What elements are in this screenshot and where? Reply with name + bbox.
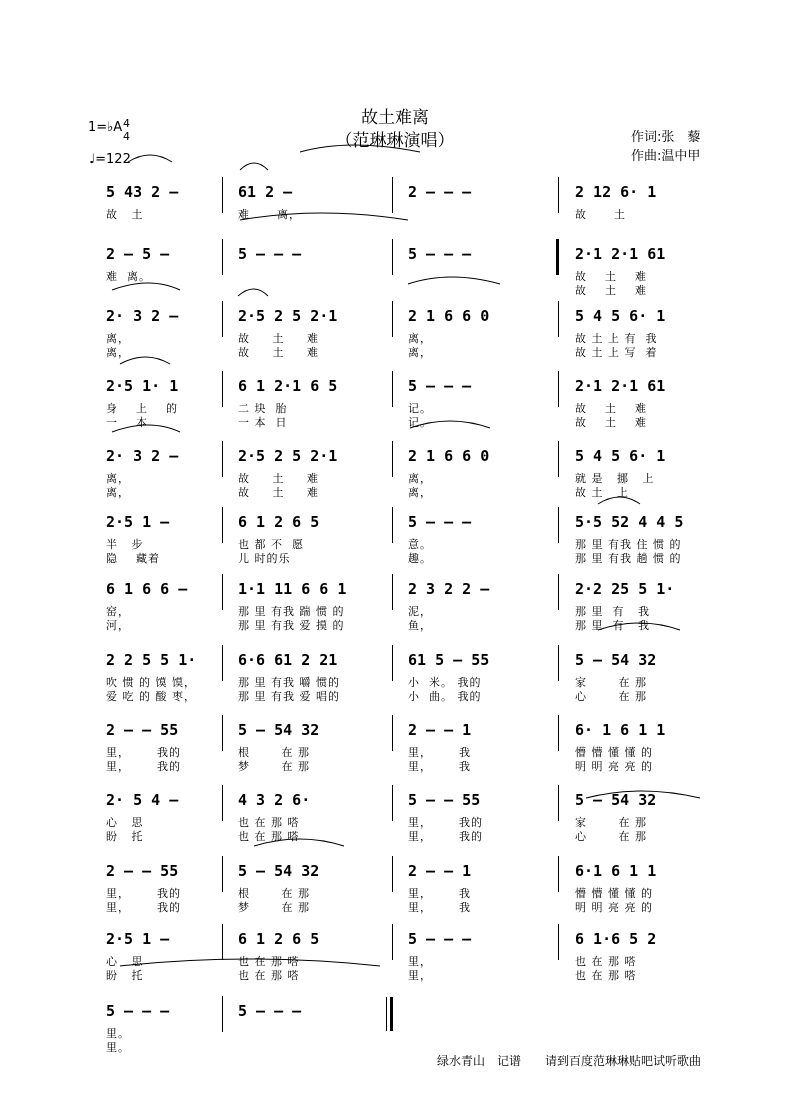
lyric-line-2: 也 在 那 嗒 xyxy=(575,969,637,982)
measure-notes: 2 1 6 6 0 xyxy=(408,447,490,465)
lyric-line-1: 家 在 那 xyxy=(575,676,647,689)
lyric-line-1: 记。 xyxy=(408,402,432,415)
lyric-line-2: 离， xyxy=(408,486,432,499)
measure-notes: 2· 3 2 — xyxy=(106,447,179,465)
lyric-line-2: 盼 托 xyxy=(106,969,144,982)
lyric-line-2: 也 在 那 嗒 xyxy=(238,830,300,843)
lyric-line-1: 那 里 有我 踹 惯 的 xyxy=(238,605,345,618)
lyric-line-1: 根 在 那 xyxy=(238,887,310,900)
measure-notes: 2·5 1 — xyxy=(106,513,170,531)
lyric-line-1: 里， 我 xyxy=(408,887,471,900)
lyric-line-2: 一 本 日 xyxy=(238,416,288,429)
lyric-line-2: 小 曲。 我的 xyxy=(408,690,482,703)
measure-notes: 6 1·6 5 2 xyxy=(575,930,657,948)
lyric-line-1: 也 在 那 嗒 xyxy=(575,955,637,968)
lyric-line-1: 那 里 有 我 xyxy=(575,605,650,618)
lyric-line-1: 身 上 的 xyxy=(106,402,178,415)
lyric-line-1: 故 土 xyxy=(106,208,144,221)
lyric-line-1: 难 离。 xyxy=(106,270,151,283)
slur-mark xyxy=(586,791,700,798)
measure-notes: 5 — — — xyxy=(408,513,472,531)
lyric-line-1: 里， 我的 xyxy=(408,816,483,829)
lyric-line-1: 也 都 不 愿 xyxy=(238,538,304,551)
measure-notes: 5 — — — xyxy=(238,1002,302,1020)
lyric-line-1: 半 步 xyxy=(106,538,144,551)
lyric-line-1: 故 土 上 有 我 xyxy=(575,332,658,345)
lyric-line-1: 那 里 有我 住 惯 的 xyxy=(575,538,682,551)
lyric-line-2: 记。 xyxy=(408,416,432,429)
lyric-line-2: 隐 藏着 xyxy=(106,552,160,565)
lyric-line-2: 那 里 有 我 xyxy=(575,619,650,632)
measure-notes: 5 — — — xyxy=(408,377,472,395)
time-top: 4 xyxy=(123,117,130,130)
footer-note: 请到百度范琳琳贴吧试听歌曲 xyxy=(545,1054,702,1068)
measure-notes: 2·1 2·1 61 xyxy=(575,377,666,395)
lyric-line-1: 离， xyxy=(408,332,432,345)
measure-notes: 6 1 2·1 6 5 xyxy=(238,377,338,395)
lyric-line-1: 故 土 xyxy=(575,208,626,221)
song-title: 故土难离 xyxy=(361,108,429,128)
lyric-line-2: 里， 我的 xyxy=(106,760,181,773)
lyric-line-2: 也 在 那 嗒 xyxy=(238,969,300,982)
measure-notes: 2· 5 4 — xyxy=(106,791,179,809)
measure-notes: 5 43 2 — xyxy=(106,183,179,201)
slur-mark xyxy=(408,277,500,284)
composer-credit: 作曲:温中甲 xyxy=(631,149,701,164)
measure-notes: 6 1 2 6 5 xyxy=(238,513,320,531)
lyric-line-1: 就 是 挪 上 xyxy=(575,472,655,485)
lyric-line-2: 离， xyxy=(106,486,130,499)
lyric-line-2: 里， xyxy=(408,969,432,982)
measure-notes: 5 — 54 32 xyxy=(238,721,320,739)
lyric-line-2: 那 里 有我 爱 摸 的 xyxy=(238,619,345,632)
lyric-line-1: 泥， xyxy=(408,605,432,618)
measure-notes: 6·6 61 2 21 xyxy=(238,651,338,669)
measure-notes: 2 12 6· 1 xyxy=(575,183,657,201)
lyric-line-2: 故 土 难 xyxy=(238,346,319,359)
lyric-line-2: 盼 托 xyxy=(106,830,144,843)
lyric-line-1: 里， 我的 xyxy=(106,887,181,900)
lyric-line-1: 意。 xyxy=(408,538,432,551)
lyric-line-2: 心 在 那 xyxy=(575,830,647,843)
measure-notes: 5 — 54 32 xyxy=(575,791,657,809)
lyric-line-2: 里， 我的 xyxy=(106,901,181,914)
measure-notes: 5 4 5 6· 1 xyxy=(575,307,666,325)
measure-notes: 2·5 1 — xyxy=(106,930,170,948)
slur-mark xyxy=(112,425,180,432)
measure-notes: 61 5 — 55 xyxy=(408,651,490,669)
lyric-line-1: 故 土 难 xyxy=(238,332,319,345)
tempo-marking: ♩=122 xyxy=(89,152,131,167)
measure-notes: 2 — — 55 xyxy=(106,862,179,880)
lyric-line-2: 爱 吃 的 酸 枣， xyxy=(106,690,196,703)
lyric-line-1: 难 离， xyxy=(238,208,301,221)
lyricist-credit: 作词:张 藜 xyxy=(631,130,701,145)
measure-notes: 6 1 6 6 — xyxy=(106,580,188,598)
measure-notes: 2 — — — xyxy=(408,183,472,201)
lyric-line-1: 离， xyxy=(106,332,130,345)
lyric-line-1: 故 土 难 xyxy=(575,270,647,283)
lyric-line-2: 故 土 难 xyxy=(575,284,647,297)
lyric-line-1: 里， 我 xyxy=(408,746,471,759)
lyric-line-1: 吹 惯 的 馍 馍， xyxy=(106,676,196,689)
lyric-line-2: 故 土 难 xyxy=(575,416,647,429)
lyric-line-2: 儿 时的乐 xyxy=(238,552,291,565)
lyric-line-2: 明 明 亮 亮 的 xyxy=(575,901,653,914)
measure-notes: 2·1 2·1 61 xyxy=(575,245,666,263)
measure-notes: 5 — — — xyxy=(408,930,472,948)
measure-notes: 2·5 2 5 2·1 xyxy=(238,447,338,465)
measure-notes: 6·1 6 1 1 xyxy=(575,862,657,880)
slur-mark xyxy=(120,357,170,364)
lyric-line-2: 明 明 亮 亮 的 xyxy=(575,760,653,773)
lyric-line-1: 心 思 xyxy=(106,955,144,968)
lyric-line-2: 趣。 xyxy=(408,552,432,565)
measure-notes: 2·2 25 5 1· xyxy=(575,580,675,598)
measure-notes: 61 2 — xyxy=(238,183,293,201)
lyric-line-2: 里， 我的 xyxy=(408,830,483,843)
measure-notes: 5 — 54 32 xyxy=(238,862,320,880)
lyric-line-2: 心 在 那 xyxy=(575,690,647,703)
lyric-line-1: 家 在 那 xyxy=(575,816,647,829)
lyric-line-1: 窑， xyxy=(106,605,130,618)
slur-mark xyxy=(300,145,420,152)
lyric-line-1: 故 土 难 xyxy=(575,402,647,415)
slur-mark xyxy=(598,497,640,504)
lyric-line-2: 梦 在 那 xyxy=(238,901,310,914)
lyric-line-2: 离， xyxy=(106,346,130,359)
lyric-line-1: 懵 懵 懂 懂 的 xyxy=(575,887,653,900)
lyric-line-2: 那 里 有我 趟 惯 的 xyxy=(575,552,682,565)
lyric-line-1: 也 在 那 嗒 xyxy=(238,816,300,829)
lyric-line-2: 一 本 xyxy=(106,416,148,429)
measure-notes: 5 — — — xyxy=(238,245,302,263)
lyric-line-1: 里， xyxy=(408,955,432,968)
lyric-line-2: 里， 我 xyxy=(408,901,471,914)
lyric-line-2: 故 土 上 xyxy=(575,486,629,499)
lyric-line-1: 心 思 xyxy=(106,816,144,829)
slur-mark xyxy=(128,155,172,162)
lyric-line-1: 懵 懵 懂 懂 的 xyxy=(575,746,653,759)
measure-notes: 2 1 6 6 0 xyxy=(408,307,490,325)
slur-mark xyxy=(240,213,408,220)
measure-notes: 6 1 2 6 5 xyxy=(238,930,320,948)
lyric-line-1: 根 在 那 xyxy=(238,746,310,759)
lyric-line-1: 那 里 有我 嚼 惯的 xyxy=(238,676,340,689)
lyric-line-1: 里， 我的 xyxy=(106,746,181,759)
slur-mark xyxy=(410,421,490,428)
measure-notes: 5 — — — xyxy=(106,1002,170,1020)
measure-notes: 2 — — 55 xyxy=(106,721,179,739)
lyric-line-2: 故 土 难 xyxy=(238,486,319,499)
slur-mark xyxy=(598,623,680,630)
key-signature: 1=♭A xyxy=(88,120,123,135)
measure-notes: 5 4 5 6· 1 xyxy=(575,447,666,465)
transcriber-credit: 绿水青山 记谱 xyxy=(437,1054,522,1068)
measure-notes: 2 — — 1 xyxy=(408,721,472,739)
measure-notes: 2· 3 2 — xyxy=(106,307,179,325)
lyric-line-2: 里。 xyxy=(106,1041,130,1054)
slur-mark xyxy=(238,289,268,296)
measure-notes: 5 — — — xyxy=(408,245,472,263)
lyric-line-1: 离， xyxy=(106,472,130,485)
lyric-line-2: 梦 在 那 xyxy=(238,760,310,773)
measure-notes: 5 — — 55 xyxy=(408,791,481,809)
measure-notes: 2 2 5 5 1· xyxy=(106,651,197,669)
lyric-line-1: 离， xyxy=(408,472,432,485)
lyric-line-1: 也 在 那 嗒 xyxy=(238,955,300,968)
time-bottom: 4 xyxy=(123,130,130,143)
measure-notes: 2 3 2 2 — xyxy=(408,580,490,598)
lyric-line-2: 故 土 上 写 着 xyxy=(575,346,658,359)
slur-mark xyxy=(254,839,344,846)
slur-mark xyxy=(240,163,268,170)
measure-notes: 2 — — 1 xyxy=(408,862,472,880)
lyric-line-1: 小 米。 我的 xyxy=(408,676,482,689)
measure-notes: 5 — 54 32 xyxy=(575,651,657,669)
lyric-line-2: 那 里 有我 爱 唱的 xyxy=(238,690,340,703)
measure-notes: 6· 1 6 1 1 xyxy=(575,721,666,739)
slur-mark xyxy=(112,283,180,290)
lyric-line-2: 河， xyxy=(106,619,130,632)
slur-mark xyxy=(120,959,380,966)
measure-notes: 2 — 5 — xyxy=(106,245,170,263)
lyric-line-1: 里。 xyxy=(106,1027,130,1040)
lyric-line-2: 离， xyxy=(408,346,432,359)
lyric-line-1: 故 土 难 xyxy=(238,472,319,485)
lyric-line-2: 里， 我 xyxy=(408,760,471,773)
song-subtitle: （范琳琳演唱） xyxy=(335,131,455,151)
measure-notes: 2·5 2 5 2·1 xyxy=(238,307,338,325)
lyric-line-1: 二 块 胎 xyxy=(238,402,288,415)
measure-notes: 4 3 2 6· xyxy=(238,791,311,809)
lyric-line-2: 鱼， xyxy=(408,619,432,632)
measure-notes: 1·1 11 6 6 1 xyxy=(238,580,347,598)
measure-notes: 5·5 52 4 4 5 xyxy=(575,513,684,531)
measure-notes: 2·5 1· 1 xyxy=(106,377,179,395)
